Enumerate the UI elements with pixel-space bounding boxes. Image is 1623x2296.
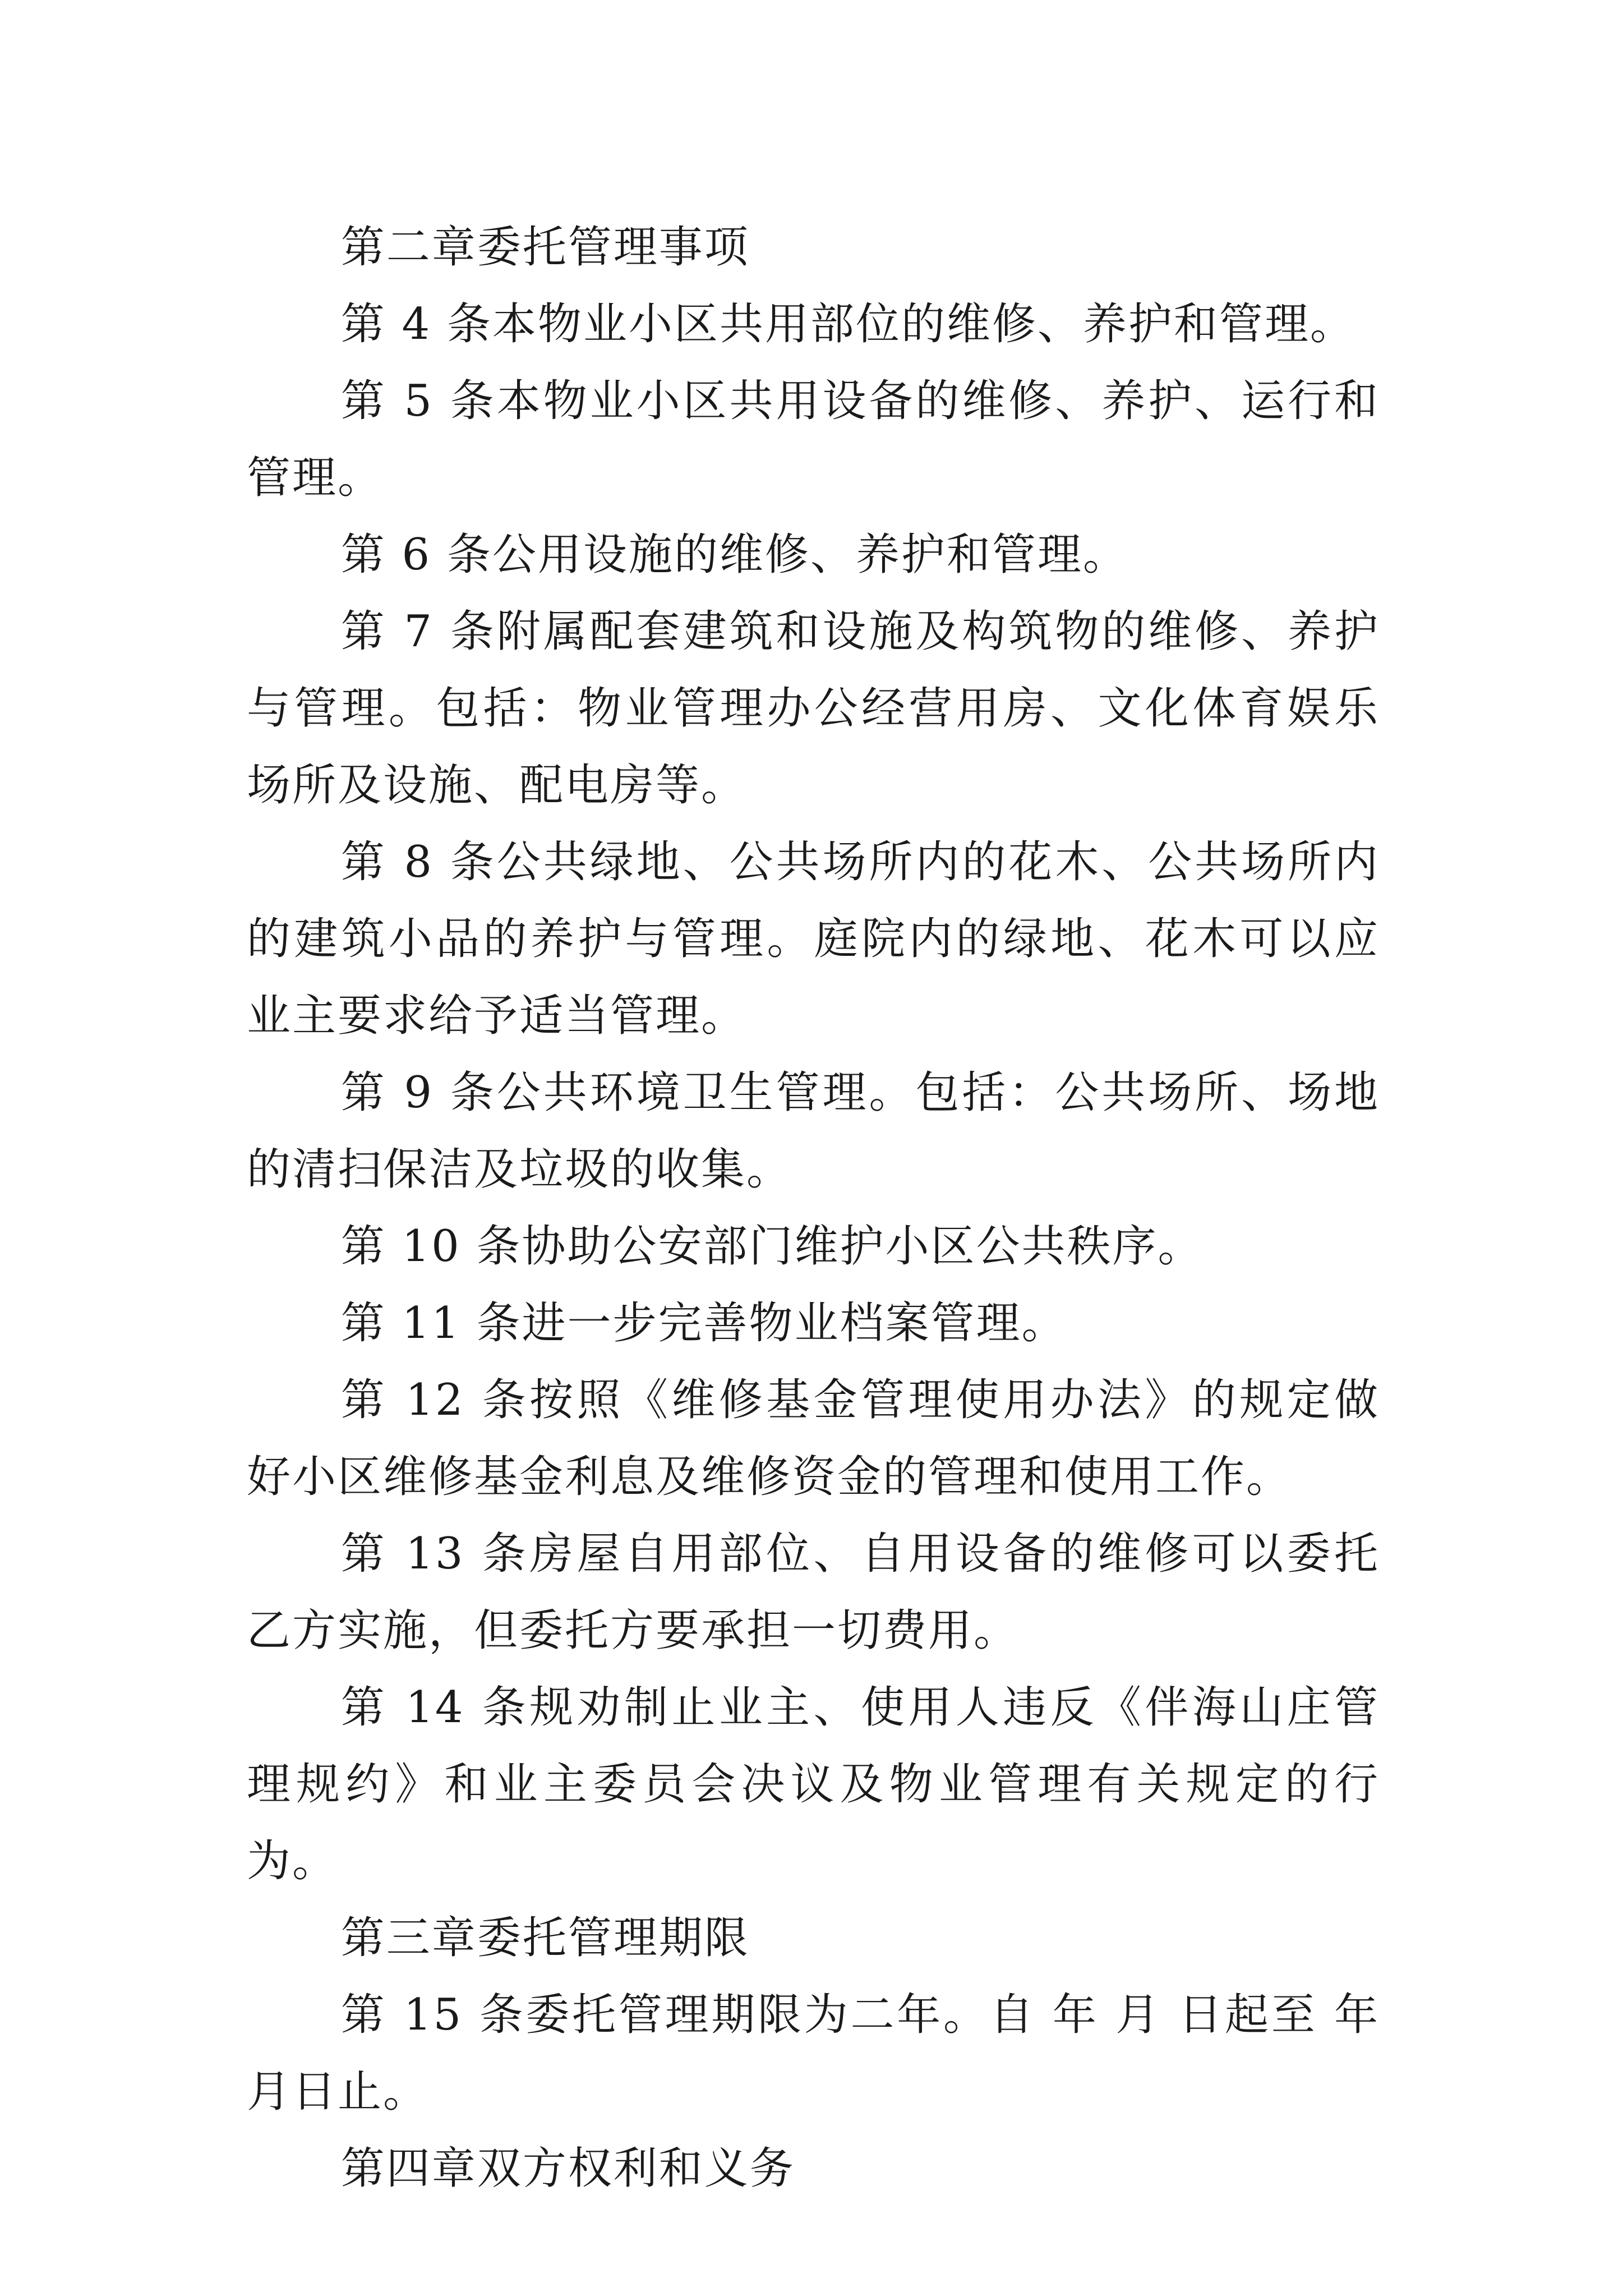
chapter-heading-2: 第二章委托管理事项 — [340, 222, 750, 273]
article-15: 第 15 条委托管理期限为二年。自 年 月 日起至 年 月日止。 — [247, 1990, 1380, 2117]
article-12: 第 12 条按照《维修基金管理使用办法》的规定做好小区维修基金利息及维修资金的管理和使用工作。 — [247, 1375, 1380, 1502]
article-5: 第 5 条本物业小区共用设备的维修、养护、运行和管理。 — [247, 376, 1380, 503]
article-7: 第 7 条附属配套建筑和设施及构筑物的维修、养护与管理。包括：物业管理办公经营用房、文化体育娱乐场所及设施、配电房等。 — [247, 606, 1380, 811]
article-13: 第 13 条房屋自用部位、自用设备的维修可以委托乙方实施，但委托方要承担一切费用。 — [247, 1529, 1380, 1656]
article-4: 第 4 条本物业小区共用部位的维修、养护和管理。 — [340, 299, 1355, 349]
article-11: 第 11 条进一步完善物业档案管理。 — [340, 1298, 1067, 1349]
article-6: 第 6 条公用设施的维修、养护和管理。 — [340, 530, 1128, 580]
article-14: 第 14 条规劝制止业主、使用人违反《伴海山庄管理规约》和业主委员会决议及物业管理有关规定的行为。 — [247, 1682, 1380, 1887]
article-9: 第 9 条公共环境卫生管理。包括：公共场所、场地的清扫保洁及垃圾的收集。 — [247, 1068, 1380, 1195]
chapter-heading-3: 第三章委托管理期限 — [340, 1913, 750, 1963]
article-10: 第 10 条协助公安部门维护小区公共秩序。 — [340, 1221, 1204, 1272]
article-8: 第 8 条公共绿地、公共场所内的花木、公共场所内的建筑小品的养护与管理。庭院内的绿地、花木可以应业主要求给予适当管理。 — [247, 837, 1380, 1041]
document-body — [247, 209, 1380, 2207]
chapter-heading-4: 第四章双方权利和义务 — [340, 2143, 795, 2194]
